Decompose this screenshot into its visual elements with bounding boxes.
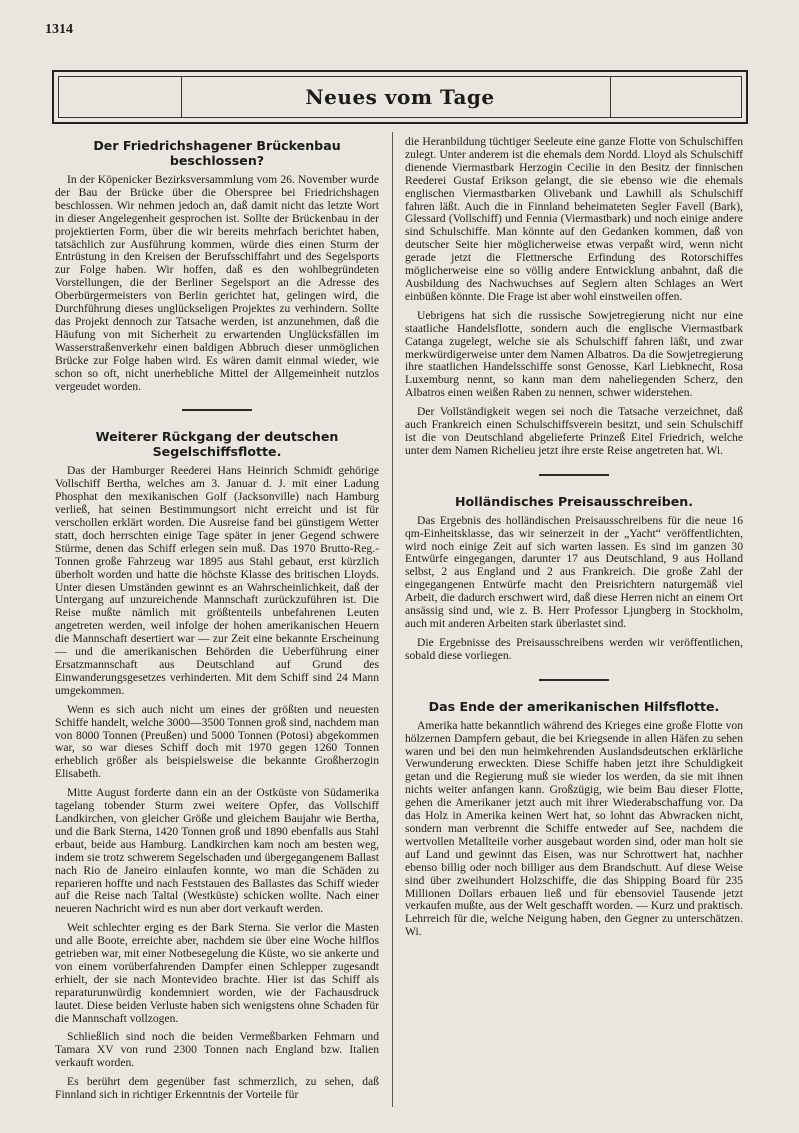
article-title: Holländisches Preisausschreiben.	[454, 493, 694, 509]
article-title: Der Friedrichshagener Brückenbau beschlossen?	[93, 138, 341, 168]
article-paragraph: Das Ergebnis des holländischen Preisausschreibens für die neue 16 qm-Einheitsklasse, das wir seinerzeit in der „Yacht“ veröffentlichten, wird noch einige Zeit auf sich warten lassen. Es sind im ganzen 30 Entwürfe eingegangen, darunter 17 aus Deutschland, 9 aus Holland selbst, 2 aus England und 2 aus Frankreich. Die große Zahl der eingegangenen Entwürfe macht den Preisrichtern naturgemäß viel Arbeit, die dadurch erschwert wird, daß diese Herren nicht an einem Ort ansässig sind und, wie z. B. Herr Professor Ljungberg in Stockholm, auch mit anderen Arbeiten stark überlastet sind.	[405, 513, 743, 630]
article-paragraph: Weit schlechter erging es der Bark Sterna. Sie verlor die Masten und alle Boote, erreichte aber, nachdem sie über eine Woche hilflos getrieben war, mit einer Notbesegelung die Küste, wo sie ankerte und von einem vorüberfahrenden Dampfer einen Schlepper zugesandt erhielt, der sie nach Montevideo brachte. Hier ist das Schiff als reparaturunwürdig kondemniert worden, wie der Fachausdruck lautet. Diese beiden Verluste haben sich wenigstens ohne Schaden für die Mannschaft vollzogen.	[55, 921, 379, 1025]
article-separator	[539, 474, 609, 476]
article-title: Weiterer Rückgang der deutschen Segelschiffsflotte.	[95, 429, 339, 460]
column-divider	[392, 132, 393, 1107]
article-title: Das Ende der amerikanischen Hilfsflotte.	[428, 698, 720, 714]
article-paragraph: die Heranbildung tüchtiger Seeleute eine ganze Flotte von Schulschiffen zulegt. Unter anderem ist die ehemals dem Nordd. Lloyd als Schulschiff dienende Viermastbark Herzogin Cecilie in den Besitz der finnischen Reederei Gustaf Erikson gelangt, die sie ebenso wie die ehemals englischen Viermastbarken Olivebank und Lawhill als Schulschiff fahren läßt. Auch die in Finnland beheimateten Segler Favell (Bark), Glessard (Vollschiff) und Fennia (Viermastbark) und noch einige andere sind Schulschiffe. Man könnte auf den Gedanken kommen, daß von deutscher Seite hier möglicherweise etwas verpaßt wird, wenn nicht gerade jetzt die Flettnersche Erfindung des Rotorschiffes möglicherweise eine so völlig andere Entwicklung anbahnt, daß die Ausbildung des Nachwuchses auf Seglern alten Schlages an Wert einbüßen könnte. Die Frage ist aber wohl einstweilen offen.	[405, 135, 743, 303]
article-paragraph: Amerika hatte bekanntlich während des Krieges eine große Flotte von hölzernen Dampfern gebaut, die bei Kriegsende in allen Häfen zu sehen waren und bei den nun heimkehrenden Auslandsdeutschen erklärliche Verwunderung erweckten. Diese Schiffe haben jetzt ihre Schuldigkeit getan und die Regierung muß sie wieder los werden, da sie mit ihnen nichts weiter anfangen kann. Großzügig, wie beim Bau dieser Flotte, gehen die Amerikaner jetzt auch mit ihrer Wiederabschaffung vor. Da das Holz in Amerika keinen Wert hat, so lohnt das Abwracken nicht, sondern man verbrennt die Schiffe entweder auf See, nachdem die wertvollen Metallteile vorher ausgebaut worden sind, oder man holt sie auf Land und gewinnt das Eisen, was nur Schrottwert hat, nachher ebenso billig oder noch billiger aus dem Brandschutt. Auf diese Weise sind über zweihundert Holzschiffe, die das Shipping Board für 235 Millionen Dollars erbauen ließ und für ebensoviel Tausende jetzt verkaufen mußte, aus der Welt geschafft worden. — Kurz und praktisch. Lehrreich für die, welche Neigung haben, den Gegner zu unterschätzen. Wi.	[405, 718, 743, 939]
article-paragraph: Es berührt dem gegenüber fast schmerzlich, zu sehen, daß Finnland sich in richtiger Erkenntnis der Vorteile für	[55, 1075, 379, 1102]
page-number: 1314	[45, 22, 73, 37]
article-paragraph: Die Ergebnisse des Preisausschreibens werden wir veröffentlichen, sobald diese vorliegen.	[405, 635, 743, 662]
article-paragraph: Das der Hamburger Reederei Hans Heinrich Schmidt gehörige Vollschiff Bertha, welches am 3. Januar d. J. mit einer Ladung Phosphat den mexikanischen Golf (Jacksonville) nach Hamburg verließ, hat seinen Bestimmungsort nicht erreicht und ist für verschollen erklärt worden. Die Ausreise fand bei günstigem Wetter statt, doch herrschten einige Tage später in jener Gegend schwere Stürme, denen das Schiff erlegen sein muß. Das 1970 Brutto-Reg.-Tonnen große Fahrzeug war 1895 aus Stahl gebaut, erst kürzlich überholt worden und hatte die höchste Klasse des britischen Lloyds. Unter diesen Umständen gewinnt es an Wahrscheinlichkeit, daß der Untergang auf unzureichende Mannschaft zurückzuführen ist. Die Reise mußte nämlich mit größtenteils unbefahrenen Leuten angetreten werden, weil infolge der hohen amerikanischen Heuern die Mannschaft desertiert war — zur Zeit eine bekannte Erscheinung — und die amerikanischen Behörden die Ueberführung einer Ersatzmannschaft aus Deutschland auf Grund des Einwanderungsgesetzes verhinderten. Mit dem Schiff sind 24 Mann umgekommen.	[55, 464, 379, 697]
article-paragraph: Der Vollständigkeit wegen sei noch die Tatsache verzeichnet, daß auch Frankreich einen Schulschiffsverein besitzt, und sein Schulschiff ist die von Deutschland abgelieferte Prinzeß Eitel Friedrich, welche unter dem Namen Richelieu jetzt ihre erste Reise angetreten hat. Wi.	[405, 405, 743, 457]
section-header	[52, 70, 748, 124]
left-column	[55, 138, 379, 1108]
section-title: Neues vom Tage	[305, 85, 495, 109]
article-paragraph: Mitte August forderte dann ein an der Ostküste von Südamerika tagelang tobender Sturm zwei weitere Opfer, das Vollschiff Landkirchen, von gleicher Größe und gleichem Baujahr wie Bertha, und die Bark Sterna, 1420 Tonnen groß und 1890 ebenfalls aus Stahl erbaut, beide aus Hamburg. Landkirchen kam noch am besten weg, indem sie trotz schwerem Segelschaden und übergegangenem Ballast nach Rio de Janeiro einlaufen konnte, wo man die Schäden zu reparieren hoffte und nach Feststauen des Ballastes das Schiff wieder auf die Reise nach Taltal (Westküste) schicken wollte. Nach einer neueren Nachricht wird es nun aber dort verkauft werden.	[55, 786, 379, 916]
article-paragraph: Uebrigens hat sich die russische Sowjetregierung nicht nur eine staatliche Handelsflotte, sondern auch die englische Viermastbark Catanga zugelegt, welche sie als Schulschiff fahren läßt, und zwar merkwürdigerweise unter dem Namen Albatros. Da die Sowjetregierung ihre staatlichen Handelsschiffe sonst Genosse, Karl Liebknecht, Rosa Luxemburg nennt, so kann man dem naheliegenden Scherz, den Albatros einen weißen Raben zu nennen, schwer widerstehen.	[405, 308, 743, 400]
right-column	[405, 136, 743, 945]
article-paragraph: In der Köpenicker Bezirksversammlung vom 26. November wurde der Bau der Brücke über die Oberspree bei Friedrichshagen beschlossen. Wir nehmen jedoch an, daß damit nicht das letzte Wort in dieser Angelegenheit gesprochen ist. Sollte der Brückenbau in der projektierten Form, über die wir bereits mehrfach berichtet haben, tatsächlich zur Ausführung kommen, würde dies einen Sturm der Entrüstung in den Kreisen der Berufsschiffahrt und des Segelsports zur Folge haben. Wir hoffen, daß es den wohlbegründeten Vorstellungen, die der Berliner Segelsport an die Adresse des Oberbürgermeisters von Berlin gerichtet hat, gelingen wird, die Durchführung dieses unglückseligen Projektes zu verhindern. Sollte das Projekt dennoch zur Tatsache werden, ist anzunehmen, daß die Häufung von mit Sicherheit zu erwartenden Unglücksfällen im Wasserstraßenverkehr einen baldigen Abbruch dieser unmöglichen Brücke zur Folge haben wird. Es wären damit einmal wieder, wie schon so oft, nicht unerhebliche Mittel der Allgemeinheit nutzlos vergeudet worden.	[55, 173, 379, 393]
article-paragraph: Schließlich sind noch die beiden Vermeßbarken Fehmarn und Tamara XV von rund 2300 Tonnen nach England bzw. Italien verkauft worden.	[55, 1030, 379, 1070]
article-paragraph: Wenn es sich auch nicht um eines der größten und neuesten Schiffe handelt, welche 3000—3500 Tonnen groß sind, nachdem man von 8000 Tonnen (Preußen) und 5000 Tonnen (Potosi) abgekommen war, so war dieses Schiff doch mit 1970 gegen 1260 Tonnen erheblich größer als beispielsweise die bekannte Großherzogin Elisabeth.	[55, 702, 379, 781]
article-separator	[539, 679, 609, 681]
article-separator	[182, 409, 252, 411]
